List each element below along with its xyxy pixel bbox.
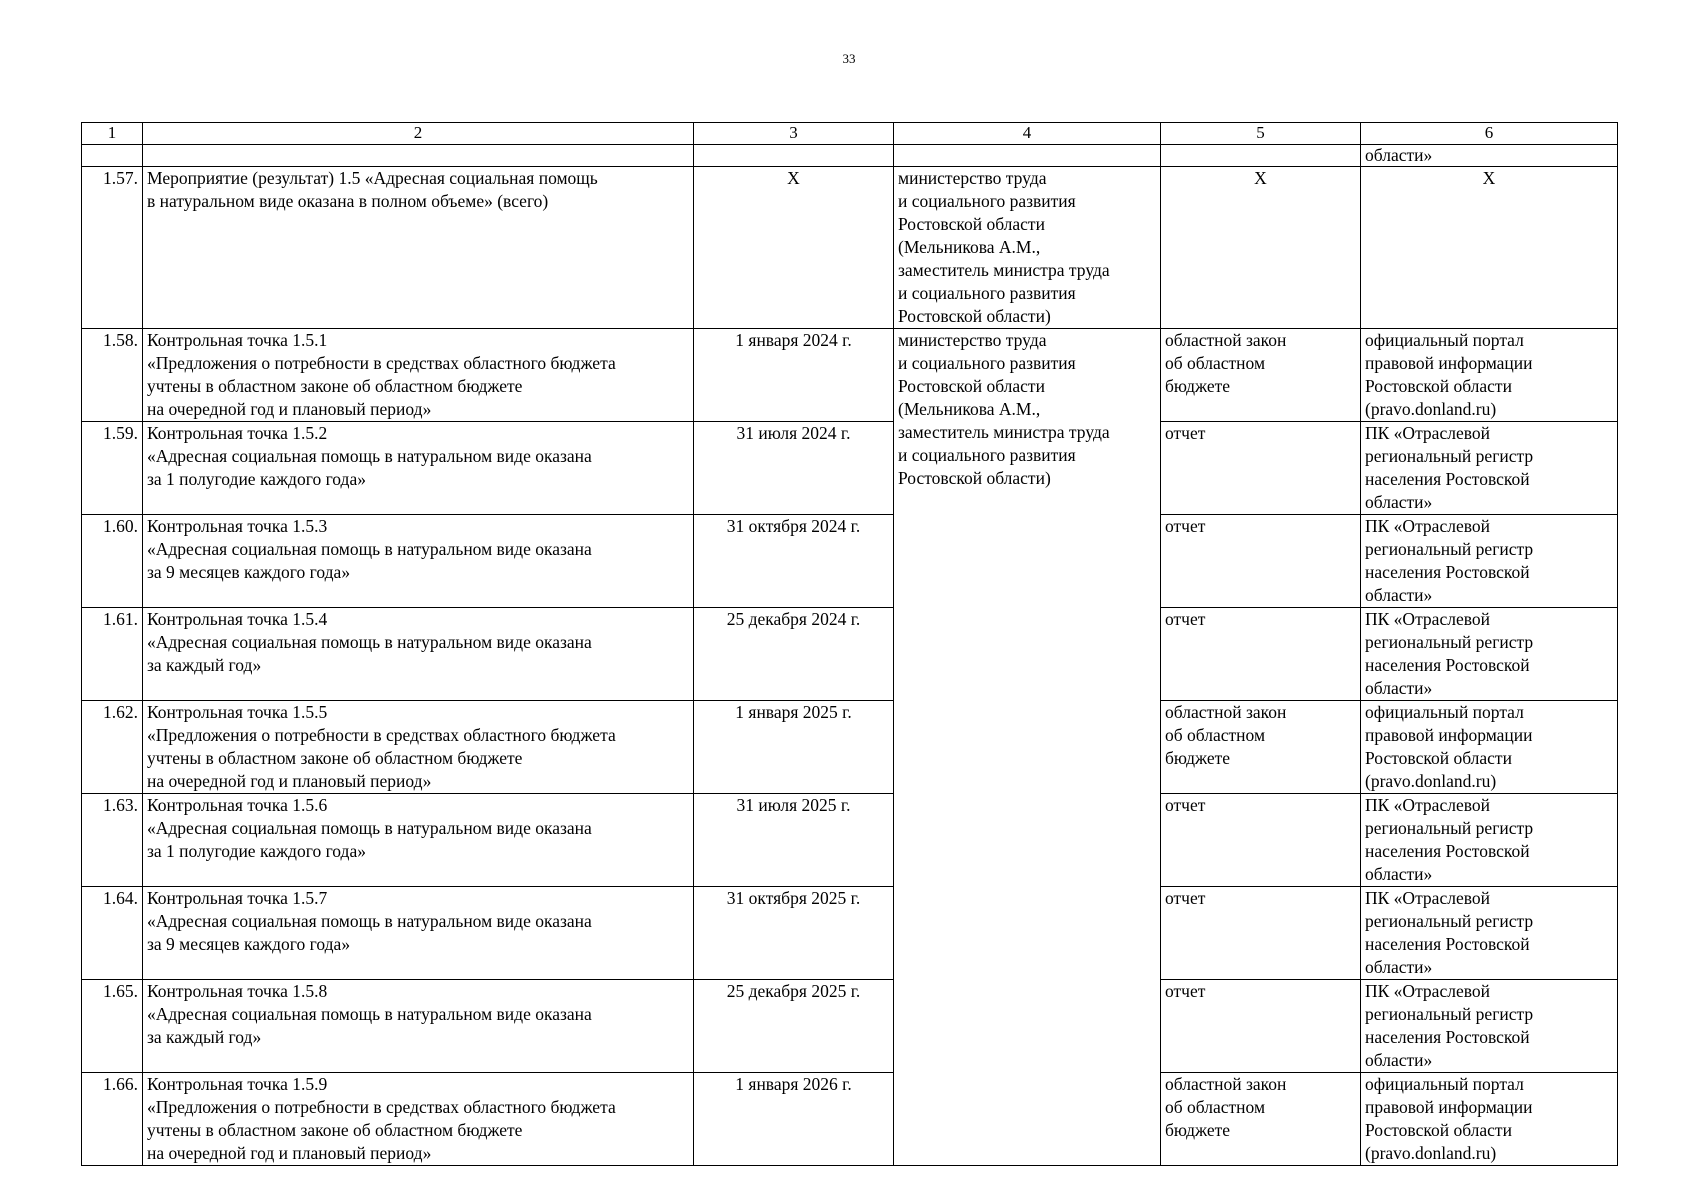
cell-line: за 9 месяцев каждого года» (147, 934, 351, 954)
row-date: 31 октября 2024 г. (694, 515, 894, 608)
column-header: 2 (143, 123, 694, 145)
row-description (143, 794, 694, 887)
cell-line: региональный регистр (1365, 539, 1534, 559)
table-row (82, 167, 1618, 329)
cell-line: отчет (1165, 516, 1206, 536)
table-row (82, 422, 1618, 515)
cell-line: ПК «Отраслевой (1365, 888, 1490, 908)
cell-line: бюджете (1165, 376, 1231, 396)
column-header: 1 (82, 123, 143, 145)
cell-line: министерство труда (898, 168, 1047, 188)
row-number: 1.61. (82, 608, 143, 701)
table-row (82, 701, 1618, 794)
cell-line: отчет (1165, 609, 1206, 629)
row-description (143, 515, 694, 608)
row-date: 31 июля 2024 г. (694, 422, 894, 515)
cell-line: учтены в областном законе об областном бюджете (147, 1120, 523, 1140)
cell-line: ПК «Отраслевой (1365, 981, 1490, 1001)
row-description (143, 329, 694, 422)
cell-line: (Мельникова А.М., (898, 237, 1041, 257)
cell-line: областной закон (1165, 330, 1287, 350)
cell-line: «Адресная социальная помощь в натуральном виде оказана (147, 539, 592, 559)
cell-line: за 9 месяцев каждого года» (147, 562, 351, 582)
cell-line: Контрольная точка 1.5.1 (147, 330, 328, 350)
row-document: Х (1161, 167, 1361, 329)
cell-line: «Адресная социальная помощь в натуральном виде оказана (147, 446, 592, 466)
row-number: 1.62. (82, 701, 143, 794)
cell-line: «Адресная социальная помощь в натуральном виде оказана (147, 1004, 592, 1024)
cell-line: региональный регистр (1365, 632, 1534, 652)
cell-line: официальный портал (1365, 702, 1524, 722)
cell-line: отчет (1165, 888, 1206, 908)
table-row (82, 794, 1618, 887)
row-date: 25 декабря 2025 г. (694, 980, 894, 1073)
cell-line: ПК «Отраслевой (1365, 423, 1490, 443)
cell-line: (pravo.donland.ru) (1365, 1143, 1497, 1163)
row-date: 1 января 2026 г. (694, 1073, 894, 1166)
row-document (1161, 422, 1361, 515)
cell-line: Контрольная точка 1.5.7 (147, 888, 328, 908)
row-description (143, 701, 694, 794)
cell-line: областной закон (1165, 702, 1287, 722)
cell-line: Контрольная точка 1.5.3 (147, 516, 328, 536)
cell-line: области» (1365, 585, 1433, 605)
cell-line: региональный регистр (1365, 911, 1534, 931)
cell-line: области» (1365, 1050, 1433, 1070)
cell-line: (pravo.donland.ru) (1365, 771, 1497, 791)
cell-line: Контрольная точка 1.5.4 (147, 609, 328, 629)
cell-line: Ростовской области (1365, 376, 1512, 396)
cell-line: бюджете (1165, 1120, 1231, 1140)
cell-line: Контрольная точка 1.5.9 (147, 1074, 328, 1094)
row-number: 1.66. (82, 1073, 143, 1166)
cell-line: «Предложения о потребности в средствах областного бюджета (147, 353, 616, 373)
row-number: 1.60. (82, 515, 143, 608)
cell-line: об областном (1165, 1097, 1266, 1117)
table-row (82, 1073, 1618, 1166)
cell-line: области» (1365, 957, 1433, 977)
continuation-text: области» (1361, 145, 1618, 167)
row-date: 31 июля 2025 г. (694, 794, 894, 887)
column-header: 4 (894, 123, 1161, 145)
row-number: 1.57. (82, 167, 143, 329)
cell-line: Мероприятие (результат) 1.5 «Адресная социальная помощь (147, 168, 598, 188)
row-info-system (1361, 794, 1618, 887)
row-document (1161, 701, 1361, 794)
cell-line: Контрольная точка 1.5.2 (147, 423, 328, 443)
cell-line: учтены в областном законе об областном бюджете (147, 376, 523, 396)
row-number: 1.64. (82, 887, 143, 980)
row-number: 1.59. (82, 422, 143, 515)
cell-line: области» (1365, 678, 1433, 698)
row-info-system (1361, 1073, 1618, 1166)
cell-line: правовой информации (1365, 353, 1533, 373)
cell-line: областной закон (1165, 1074, 1287, 1094)
row-number: 1.58. (82, 329, 143, 422)
cell-line: на очередной год и плановый период» (147, 1143, 432, 1163)
cell-line: в натуральном виде оказана в полном объеме» (всего) (147, 191, 549, 211)
cell-line: официальный портал (1365, 1074, 1524, 1094)
cell-line: министерство труда (898, 330, 1047, 350)
row-date: 1 января 2025 г. (694, 701, 894, 794)
cell-line: и социального развития (898, 283, 1076, 303)
cell-line: ПК «Отраслевой (1365, 795, 1490, 815)
cell-line: отчет (1165, 795, 1206, 815)
row-date: 31 октября 2025 г. (694, 887, 894, 980)
row-date: Х (694, 167, 894, 329)
cell-line: на очередной год и плановый период» (147, 399, 432, 419)
table-row (82, 887, 1618, 980)
cell-line: об областном (1165, 725, 1266, 745)
cell-line: и социального развития (898, 191, 1076, 211)
row-document (1161, 329, 1361, 422)
row-info-system (1361, 701, 1618, 794)
cell-line: населения Ростовской (1365, 1027, 1530, 1047)
row-description (143, 980, 694, 1073)
cell-line: за каждый год» (147, 1027, 262, 1047)
cell-line: заместитель министра труда (898, 422, 1110, 442)
row-info-system (1361, 980, 1618, 1073)
cell-line: и социального развития (898, 445, 1076, 465)
cell-line: населения Ростовской (1365, 562, 1530, 582)
continuation-row (82, 145, 1618, 167)
column-header: 6 (1361, 123, 1618, 145)
row-document (1161, 980, 1361, 1073)
row-document (1161, 887, 1361, 980)
column-header: 3 (694, 123, 894, 145)
row-number: 1.63. (82, 794, 143, 887)
cell-line: отчет (1165, 423, 1206, 443)
cell-line: Контрольная точка 1.5.6 (147, 795, 328, 815)
cell-line: об областном (1165, 353, 1266, 373)
cell-line: «Адресная социальная помощь в натуральном виде оказана (147, 632, 592, 652)
cell-line: области» (1365, 864, 1433, 884)
row-document (1161, 608, 1361, 701)
cell-line: Ростовской области (1365, 1120, 1512, 1140)
cell-line: «Предложения о потребности в средствах областного бюджета (147, 1097, 616, 1117)
cell-line: за 1 полугодие каждого года» (147, 841, 366, 861)
row-info-system (1361, 329, 1618, 422)
table-row (82, 329, 1618, 422)
column-number-row (82, 123, 1618, 145)
row-description (143, 608, 694, 701)
cell-line: Ростовской области (1365, 748, 1512, 768)
row-date: 25 декабря 2024 г. (694, 608, 894, 701)
cell-line: Ростовской области (898, 214, 1045, 234)
cell-line: бюджете (1165, 748, 1231, 768)
cell-line: за каждый год» (147, 655, 262, 675)
row-document (1161, 515, 1361, 608)
cell-line: региональный регистр (1365, 446, 1534, 466)
table-row (82, 608, 1618, 701)
cell-line: Ростовской области (898, 376, 1045, 396)
cell-line: населения Ростовской (1365, 841, 1530, 861)
cell-line: учтены в областном законе об областном бюджете (147, 748, 523, 768)
cell-line: за 1 полугодие каждого года» (147, 469, 366, 489)
control-points-table (81, 122, 1618, 1166)
cell-line: населения Ростовской (1365, 655, 1530, 675)
row-description (143, 167, 694, 329)
row-info-system: Х (1361, 167, 1618, 329)
cell-line: (Мельникова А.М., (898, 399, 1041, 419)
row-info-system (1361, 887, 1618, 980)
cell-line: «Адресная социальная помощь в натуральном виде оказана (147, 818, 592, 838)
table-row (82, 515, 1618, 608)
cell-line: ПК «Отраслевой (1365, 516, 1490, 536)
cell-line: области» (1365, 492, 1433, 512)
cell-line: ПК «Отраслевой (1365, 609, 1490, 629)
row-date: 1 января 2024 г. (694, 329, 894, 422)
cell-line: Контрольная точка 1.5.5 (147, 702, 328, 722)
row-responsible (894, 329, 1161, 1166)
cell-line: отчет (1165, 981, 1206, 1001)
cell-line: населения Ростовской (1365, 934, 1530, 954)
row-document (1161, 794, 1361, 887)
cell-line: на очередной год и плановый период» (147, 771, 432, 791)
page-number: 33 (842, 51, 856, 66)
row-number: 1.65. (82, 980, 143, 1073)
cell-line: Ростовской области) (898, 468, 1051, 488)
cell-line: и социального развития (898, 353, 1076, 373)
table-row (82, 980, 1618, 1073)
cell-line: региональный регистр (1365, 818, 1534, 838)
cell-line: Ростовской области) (898, 306, 1051, 326)
cell-line: региональный регистр (1365, 1004, 1534, 1024)
cell-line: правовой информации (1365, 725, 1533, 745)
row-info-system (1361, 422, 1618, 515)
row-document (1161, 1073, 1361, 1166)
cell-line: «Предложения о потребности в средствах областного бюджета (147, 725, 616, 745)
cell-line: правовой информации (1365, 1097, 1533, 1117)
cell-line: официальный портал (1365, 330, 1524, 350)
cell-line: Контрольная точка 1.5.8 (147, 981, 328, 1001)
column-header: 5 (1161, 123, 1361, 145)
cell-line: «Адресная социальная помощь в натуральном виде оказана (147, 911, 592, 931)
cell-line: (pravo.donland.ru) (1365, 399, 1497, 419)
row-info-system (1361, 515, 1618, 608)
row-description (143, 887, 694, 980)
cell-line: заместитель министра труда (898, 260, 1110, 280)
row-description (143, 1073, 694, 1166)
cell-line: населения Ростовской (1365, 469, 1530, 489)
row-info-system (1361, 608, 1618, 701)
row-description (143, 422, 694, 515)
row-responsible (894, 167, 1161, 329)
